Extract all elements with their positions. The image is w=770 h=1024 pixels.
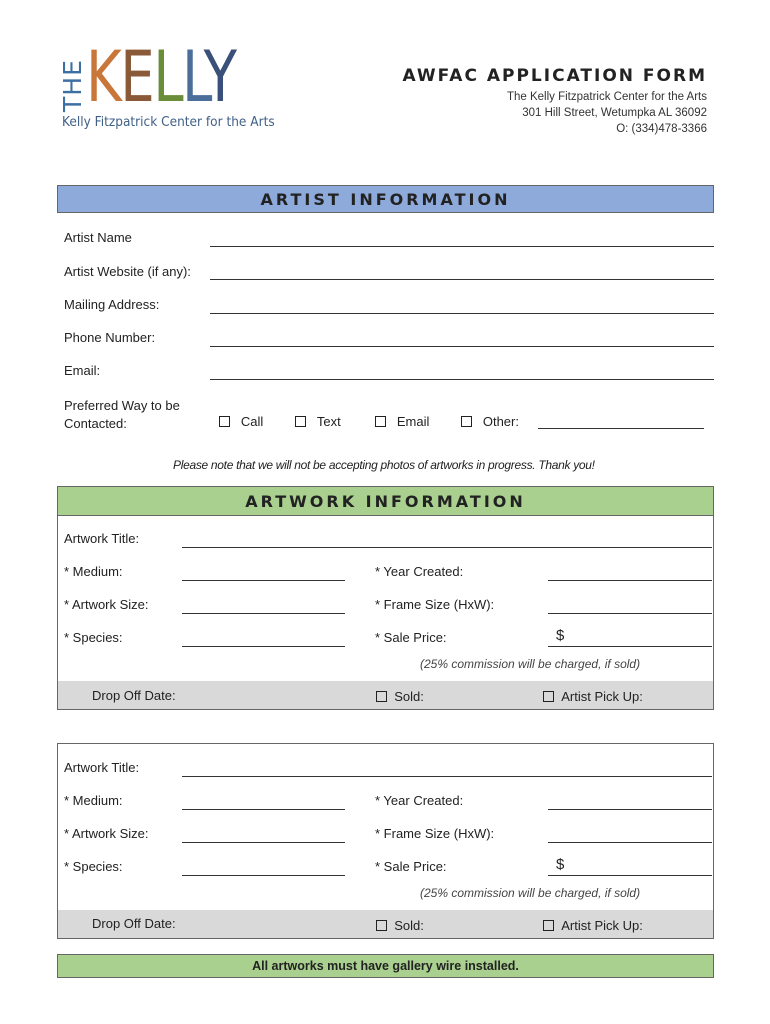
mailing-address-label: Mailing Address: [64, 297, 160, 312]
artist-name-label: Artist Name [64, 230, 132, 245]
artwork-size-label: * Artwork Size: [64, 826, 149, 841]
drop-off-label: Drop Off Date: [92, 916, 176, 931]
year-created-field[interactable] [548, 580, 712, 581]
sold-option[interactable] [376, 918, 424, 933]
sold-option[interactable] [376, 689, 424, 704]
contact-option-text[interactable] [295, 414, 341, 429]
logo-letter-4: Y [203, 36, 236, 118]
species-label: * Species: [64, 859, 123, 874]
address-line-3: O: (334)478-3366 [616, 123, 707, 135]
logo-letter-0: K [86, 36, 121, 118]
preferred-contact-label-1: Preferred Way to be [64, 398, 180, 413]
address-line-2: 301 Hill Street, Wetumpka AL 36092 [522, 107, 707, 119]
drop-off-label: Drop Off Date: [92, 688, 176, 703]
sold-label: Sold: [394, 918, 424, 933]
phone-field[interactable] [210, 346, 714, 347]
medium-field[interactable] [182, 580, 345, 581]
contact-option-call[interactable] [219, 414, 263, 429]
logo-letter-3: L [182, 36, 204, 118]
dollar-sign: $ [556, 627, 565, 644]
species-label: * Species: [64, 630, 123, 645]
logo-subtitle: Kelly Fitzpatrick Center for the Arts [62, 114, 275, 130]
sold-checkbox[interactable] [376, 920, 387, 931]
frame-size-field[interactable] [548, 613, 712, 614]
call-label: Call [240, 414, 264, 429]
logo-letter-2: L [153, 36, 183, 118]
email-option-label: Email [396, 414, 430, 429]
other-label: Other: [482, 414, 519, 429]
email-checkbox[interactable] [375, 416, 386, 427]
medium-field[interactable] [182, 809, 345, 810]
artwork-size-label: * Artwork Size: [64, 597, 149, 612]
frame-size-label: * Frame Size (HxW): [375, 597, 495, 612]
email-field[interactable] [210, 379, 714, 380]
species-field[interactable] [182, 875, 345, 876]
preferred-contact-label-2: Contacted: [64, 416, 127, 431]
other-checkbox[interactable] [461, 416, 472, 427]
progress-note: Please note that we will not be accepting photos of artworks in progress. Thank you! [173, 458, 595, 472]
frame-size-label: * Frame Size (HxW): [375, 826, 495, 841]
gallery-wire-note: All artworks must have gallery wire installed. [57, 954, 714, 978]
address-line-1: The Kelly Fitzpatrick Center for the Arts [506, 91, 707, 103]
artwork-title-field[interactable] [182, 547, 712, 548]
year-created-field[interactable] [548, 809, 712, 810]
species-field[interactable] [182, 646, 345, 647]
medium-label: * Medium: [64, 793, 123, 808]
pickup-checkbox[interactable] [543, 691, 554, 702]
pickup-label: Artist Pick Up: [561, 689, 643, 704]
other-field[interactable] [538, 428, 704, 429]
form-title: AWFAC APPLICATION FORM [402, 66, 707, 86]
year-created-label: * Year Created: [375, 793, 464, 808]
sold-checkbox[interactable] [376, 691, 387, 702]
pickup-checkbox[interactable] [543, 920, 554, 931]
pickup-option[interactable] [543, 918, 643, 933]
artist-name-field[interactable] [210, 246, 714, 247]
text-label: Text [316, 414, 341, 429]
artwork-title-label: Artwork Title: [64, 760, 140, 775]
sale-price-label: * Sale Price: [375, 630, 447, 645]
pickup-option[interactable] [543, 689, 643, 704]
artwork-size-field[interactable] [182, 613, 345, 614]
artwork-section-header: ARTWORK INFORMATION [57, 486, 714, 516]
dollar-sign: $ [556, 856, 565, 873]
mailing-address-field[interactable] [210, 313, 714, 314]
pickup-label: Artist Pick Up: [561, 918, 643, 933]
commission-note: (25% commission will be charged, if sold) [420, 886, 641, 900]
website-field[interactable] [210, 279, 714, 280]
website-label: Artist Website (if any): [64, 264, 191, 279]
year-created-label: * Year Created: [375, 564, 464, 579]
commission-note: (25% commission will be charged, if sold) [420, 657, 641, 671]
logo-kelly [86, 36, 236, 118]
text-checkbox[interactable] [295, 416, 306, 427]
sale-price-field[interactable] [548, 646, 712, 647]
artist-section-header: ARTIST INFORMATION [57, 185, 714, 213]
medium-label: * Medium: [64, 564, 123, 579]
contact-option-other[interactable] [461, 414, 519, 429]
sold-label: Sold: [394, 689, 424, 704]
sale-price-label: * Sale Price: [375, 859, 447, 874]
contact-option-email[interactable] [375, 414, 429, 429]
call-checkbox[interactable] [219, 416, 230, 427]
artwork-title-field[interactable] [182, 776, 712, 777]
logo-letter-1: E [120, 36, 154, 118]
sale-price-field[interactable] [548, 875, 712, 876]
logo-the-text: THE [58, 59, 87, 112]
logo-the [58, 50, 87, 112]
phone-label: Phone Number: [64, 330, 156, 345]
artwork-title-label: Artwork Title: [64, 531, 140, 546]
artwork-size-field[interactable] [182, 842, 345, 843]
email-label: Email: [64, 363, 101, 378]
frame-size-field[interactable] [548, 842, 712, 843]
